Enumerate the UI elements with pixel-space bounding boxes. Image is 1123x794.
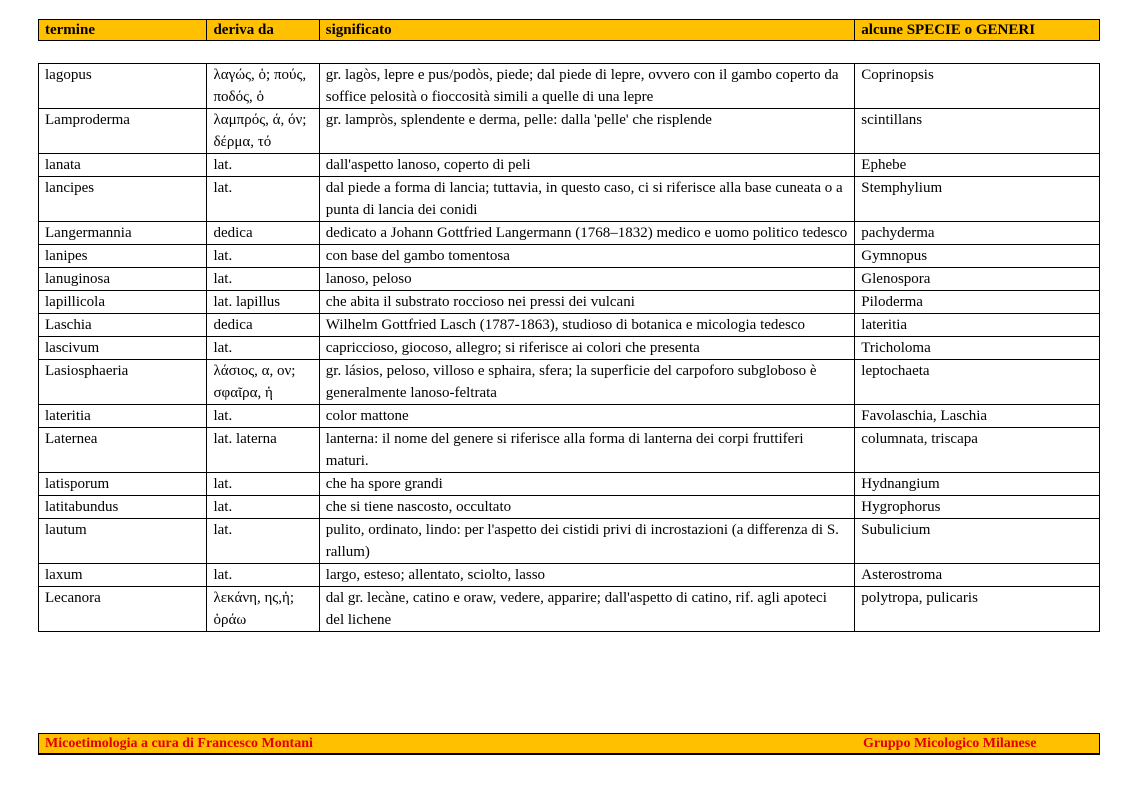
cell-deriva-da: dedica [207,314,319,337]
cell-specie-generi: columnata, triscapa [855,428,1100,473]
cell-termine: Lecanora [39,587,207,632]
table-row [39,360,1100,405]
cell-specie-generi: Gymnopus [855,245,1100,268]
table-row [39,291,1100,314]
cell-termine: lateritia [39,405,207,428]
cell-termine: Laternea [39,428,207,473]
cell-significato: pulito, ordinato, lindo: per l'aspetto dei cistidi privi di incrostazioni (a differenza di S. rallum) [319,519,855,564]
cell-deriva-da: lat. [207,268,319,291]
cell-termine: lanuginosa [39,268,207,291]
cell-deriva-da: lat. [207,496,319,519]
cell-specie-generi: Hydnangium [855,473,1100,496]
cell-termine: Langermannia [39,222,207,245]
cell-deriva-da: lat. [207,154,319,177]
cell-specie-generi: scintillans [855,109,1100,154]
cell-termine: lascivum [39,337,207,360]
cell-deriva-da: lat. [207,519,319,564]
cell-significato: largo, esteso; allentato, sciolto, lasso [319,564,855,587]
column-header-bar [38,19,1100,41]
cell-deriva-da: λαμπρός, ά, όν; δέρμα, τό [207,109,319,154]
cell-significato: con base del gambo tomentosa [319,245,855,268]
cell-significato: che abita il substrato roccioso nei pressi dei vulcani [319,291,855,314]
table-row [39,154,1100,177]
cell-specie-generi: lateritia [855,314,1100,337]
footer-group: Gruppo Micologico Milanese [863,736,1037,751]
cell-significato: che ha spore grandi [319,473,855,496]
table-row [39,428,1100,473]
cell-termine: Lasiosphaeria [39,360,207,405]
table-row [39,314,1100,337]
cell-specie-generi: pachyderma [855,222,1100,245]
table-row [39,405,1100,428]
header-termine: termine [39,20,207,41]
cell-termine: lagopus [39,64,207,109]
cell-significato: gr. lampròs, splendente e derma, pelle: dalla 'pelle' che risplende [319,109,855,154]
table-row [39,337,1100,360]
cell-significato: gr. lagòs, lepre e pus/podòs, piede; dal piede di lepre, ovvero con il gambo coperto da soffice pelosità o fioccosità simili a quelle di una lepre [319,64,855,109]
cell-specie-generi: Tricholoma [855,337,1100,360]
cell-specie-generi: Hygrophorus [855,496,1100,519]
cell-significato: dall'aspetto lanoso, coperto di peli [319,154,855,177]
table-row [39,564,1100,587]
footer-author: Micoetimologia a cura di Francesco Montani [45,736,313,751]
cell-specie-generi: leptochaeta [855,360,1100,405]
table-row [39,473,1100,496]
header-specie-generi: alcune SPECIE o GENERI [855,20,1100,41]
cell-significato: gr. lásios, peloso, villoso e sphaira, sfera; la superficie del carpoforo subgloboso è generalmente lanoso-feltrata [319,360,855,405]
cell-deriva-da: λάσιος, α, ον; σφαῖρα, ἡ [207,360,319,405]
header-significato: significato [319,20,855,41]
cell-significato: lanterna: il nome del genere si riferisce alla forma di lanterna dei corpi fruttiferi maturi. [319,428,855,473]
cell-termine: latitabundus [39,496,207,519]
cell-specie-generi: polytropa, pulicaris [855,587,1100,632]
cell-termine: lanipes [39,245,207,268]
cell-termine: latisporum [39,473,207,496]
cell-specie-generi: Asterostroma [855,564,1100,587]
cell-termine: laxum [39,564,207,587]
cell-termine: lautum [39,519,207,564]
cell-deriva-da: lat. [207,405,319,428]
table-row [39,222,1100,245]
cell-specie-generi: Glenospora [855,268,1100,291]
cell-specie-generi: Coprinopsis [855,64,1100,109]
table-row [39,177,1100,222]
footer-bar [38,733,1100,755]
header-deriva-da: deriva da [207,20,319,41]
cell-termine: lapillicola [39,291,207,314]
cell-significato: dedicato a Johann Gottfried Langermann (1768–1832) medico e uomo politico tedesco [319,222,855,245]
cell-deriva-da: lat. [207,564,319,587]
glossary-table-body [39,64,1100,632]
table-row [39,268,1100,291]
cell-significato: capriccioso, giocoso, allegro; si riferisce ai colori che presenta [319,337,855,360]
table-row [39,245,1100,268]
cell-specie-generi: Stemphylium [855,177,1100,222]
cell-significato: che si tiene nascosto, occultato [319,496,855,519]
table-row [39,109,1100,154]
table-row [39,64,1100,109]
cell-deriva-da: lat. [207,245,319,268]
cell-specie-generi: Piloderma [855,291,1100,314]
table-row [39,587,1100,632]
cell-specie-generi: Subulicium [855,519,1100,564]
cell-deriva-da: dedica [207,222,319,245]
header-row [39,20,1100,41]
cell-deriva-da: lat. lapillus [207,291,319,314]
cell-significato: lanoso, peloso [319,268,855,291]
glossary-table [38,63,1100,632]
cell-deriva-da: lat. [207,177,319,222]
cell-deriva-da: lat. [207,337,319,360]
table-row [39,496,1100,519]
cell-deriva-da: λαγώς, ὁ; πούς, ποδός, ὁ [207,64,319,109]
cell-significato: color mattone [319,405,855,428]
cell-termine: lancipes [39,177,207,222]
cell-deriva-da: λεκάνη, ης,ἡ; ὁράω [207,587,319,632]
cell-termine: Laschia [39,314,207,337]
cell-specie-generi: Ephebe [855,154,1100,177]
cell-termine: Lamproderma [39,109,207,154]
cell-specie-generi: Favolaschia, Laschia [855,405,1100,428]
table-row [39,519,1100,564]
cell-deriva-da: lat. [207,473,319,496]
cell-significato: dal gr. lecàne, catino e oraw, vedere, apparire; dall'aspetto di catino, rif. agli apoteci del lichene [319,587,855,632]
cell-termine: lanata [39,154,207,177]
cell-significato: dal piede a forma di lancia; tuttavia, in questo caso, ci si riferisce alla base cuneata o a punta di lancia dei conidi [319,177,855,222]
cell-deriva-da: lat. laterna [207,428,319,473]
cell-significato: Wilhelm Gottfried Lasch (1787-1863), studioso di botanica e micologia tedesco [319,314,855,337]
